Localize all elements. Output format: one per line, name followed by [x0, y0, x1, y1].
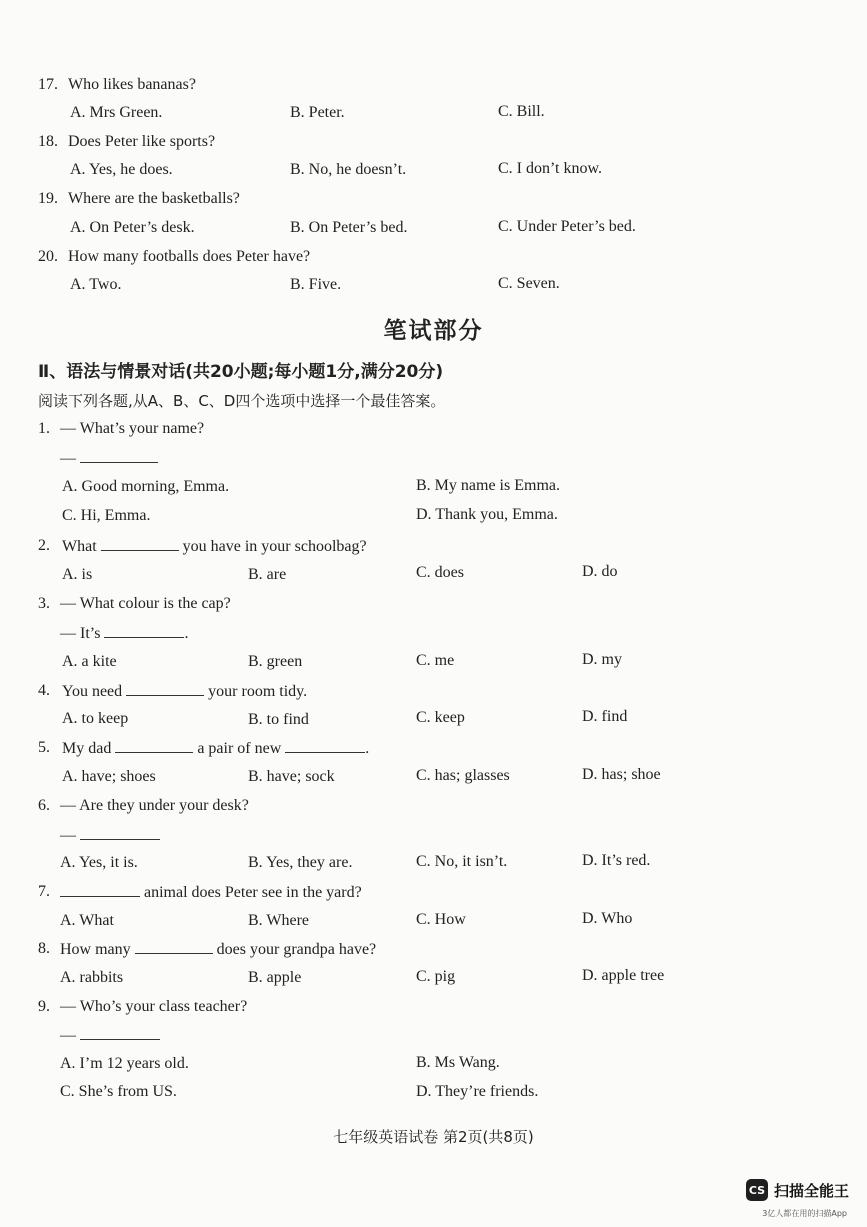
question-stem: Where are the basketballs?: [68, 190, 240, 207]
option-c: C. pig: [416, 968, 456, 985]
option-d: D. They’re friends.: [416, 1083, 539, 1100]
question-stem: Does Peter like sports?: [68, 133, 216, 150]
question-stem: [62, 537, 367, 556]
page-footer: 七年级英语试卷 第2页(共8页): [333, 1128, 534, 1146]
stem-after: .: [365, 740, 370, 757]
question-stem: — Who’s your class teacher?: [60, 998, 248, 1015]
question-number: 4.: [38, 682, 50, 699]
option-c: C. She’s from US.: [60, 1083, 177, 1100]
question-stem: — Are they under your desk?: [60, 797, 249, 814]
option-b: B. Ms Wang.: [416, 1054, 500, 1071]
option-b: B. Peter.: [290, 104, 345, 121]
question-number: 6.: [38, 797, 50, 814]
question-stem: — What colour is the cap?: [60, 595, 231, 612]
dash: —: [60, 450, 76, 467]
option-a: A. Two.: [70, 276, 122, 293]
option-a: A. Yes, it is.: [60, 854, 138, 871]
question-stem: [62, 739, 369, 758]
option-d: D. apple tree: [582, 967, 665, 984]
option-b: B. green: [248, 653, 303, 670]
question-number: 19.: [38, 190, 58, 207]
option-c: C. Hi, Emma.: [62, 507, 151, 524]
option-b: B. are: [248, 566, 287, 583]
option-a: A. On Peter’s desk.: [70, 219, 195, 236]
option-c: C. I don’t know.: [498, 160, 602, 177]
option-d: D. do: [582, 563, 618, 580]
option-a: A. Good morning, Emma.: [62, 478, 230, 495]
stem-before: How many: [60, 941, 131, 958]
option-c: C. Seven.: [498, 275, 560, 292]
instructions: 阅读下列各题,从A、B、C、D四个选项中选择一个最佳答案。: [38, 392, 446, 410]
option-c: C. Under Peter’s bed.: [498, 218, 636, 235]
option-d: D. has; shoe: [582, 766, 661, 783]
option-a: A. Yes, he does.: [70, 161, 173, 178]
answer-blank: [285, 739, 365, 753]
option-a: A. a kite: [62, 653, 117, 670]
stem-after: .: [184, 625, 189, 642]
dash: —: [60, 827, 76, 844]
answer-blank: [135, 940, 213, 954]
question-stem: How many footballs does Peter have?: [68, 248, 311, 265]
question-number: 2.: [38, 537, 50, 554]
dash: —: [60, 1027, 76, 1044]
option-c: C. does: [416, 564, 464, 581]
option-b: B. apple: [248, 969, 302, 986]
option-d: D. It’s red.: [582, 852, 651, 869]
answer-line: [60, 624, 188, 643]
scanner-watermark: [746, 1179, 849, 1201]
answer-blank: [80, 1026, 160, 1040]
option-b: B. have; sock: [248, 768, 335, 785]
option-a: A. rabbits: [60, 969, 124, 986]
question-number: 20.: [38, 248, 58, 265]
option-b: B. My name is Emma.: [416, 477, 560, 494]
question-number: 8.: [38, 940, 50, 957]
answer-blank: [80, 449, 158, 463]
answer-blank: [126, 682, 204, 696]
scanner-app-name: 扫描全能王: [773, 1181, 849, 1200]
answer-blank: [80, 826, 160, 840]
answer-blank: [104, 624, 184, 638]
option-b: B. On Peter’s bed.: [290, 219, 408, 236]
option-c: C. Bill.: [498, 103, 545, 120]
stem-after: you have in your schoolbag?: [182, 538, 367, 555]
answer-line: [60, 1026, 160, 1045]
scanner-tagline: 3亿人都在用的扫描App: [762, 1209, 847, 1218]
stem-before: You need: [62, 683, 123, 700]
option-a: A. have; shoes: [62, 768, 156, 785]
answer-line: [60, 826, 160, 845]
option-d: D. my: [582, 651, 622, 668]
question-number: 5.: [38, 739, 50, 756]
option-d: D. Who: [582, 910, 633, 927]
section-heading: Ⅱ、语法与情景对话(共20小题;每小题1分,满分20分): [38, 362, 444, 382]
stem-after: does your grandpa have?: [216, 941, 377, 958]
answer-blank: [60, 883, 140, 897]
question-stem: [60, 940, 376, 959]
stem-before: What: [62, 538, 97, 555]
stem-before: My dad: [62, 740, 112, 757]
option-c: C. keep: [416, 709, 465, 726]
answer-line: [60, 449, 158, 468]
option-c: C. me: [416, 652, 455, 669]
option-a: A. What: [60, 912, 114, 929]
option-a: A. to keep: [62, 710, 129, 727]
option-c: C. How: [416, 911, 466, 928]
question-stem: Who likes bananas?: [68, 76, 196, 93]
stem-before: — It’s: [60, 625, 101, 642]
option-c: C. has; glasses: [416, 767, 510, 784]
option-d: D. Thank you, Emma.: [416, 506, 558, 523]
question-number: 18.: [38, 133, 58, 150]
option-b: B. Yes, they are.: [248, 854, 353, 871]
question-number: 1.: [38, 420, 50, 437]
stem-after: animal does Peter see in the yard?: [144, 884, 362, 901]
stem-after: your room tidy.: [208, 683, 308, 700]
camscanner-logo-icon: CS: [746, 1179, 768, 1201]
answer-blank: [101, 537, 179, 551]
option-b: B. Five.: [290, 276, 342, 293]
stem-middle: a pair of new: [197, 740, 282, 757]
option-b: B. No, he doesn’t.: [290, 161, 407, 178]
option-b: B. to find: [248, 711, 309, 728]
option-a: A. is: [62, 566, 93, 583]
question-stem: — What’s your name?: [60, 420, 205, 437]
option-a: A. I’m 12 years old.: [60, 1055, 189, 1072]
question-number: 3.: [38, 595, 50, 612]
question-number: 9.: [38, 998, 50, 1015]
written-section-title: 笔试部分: [383, 318, 484, 344]
option-b: B. Where: [248, 912, 310, 929]
question-stem: [60, 883, 362, 902]
option-c: C. No, it isn’t.: [416, 853, 508, 870]
question-number: 17.: [38, 76, 58, 93]
question-stem: [62, 682, 307, 701]
question-number: 7.: [38, 883, 50, 900]
option-d: D. find: [582, 708, 628, 725]
answer-blank: [115, 739, 193, 753]
option-a: A. Mrs Green.: [70, 104, 163, 121]
